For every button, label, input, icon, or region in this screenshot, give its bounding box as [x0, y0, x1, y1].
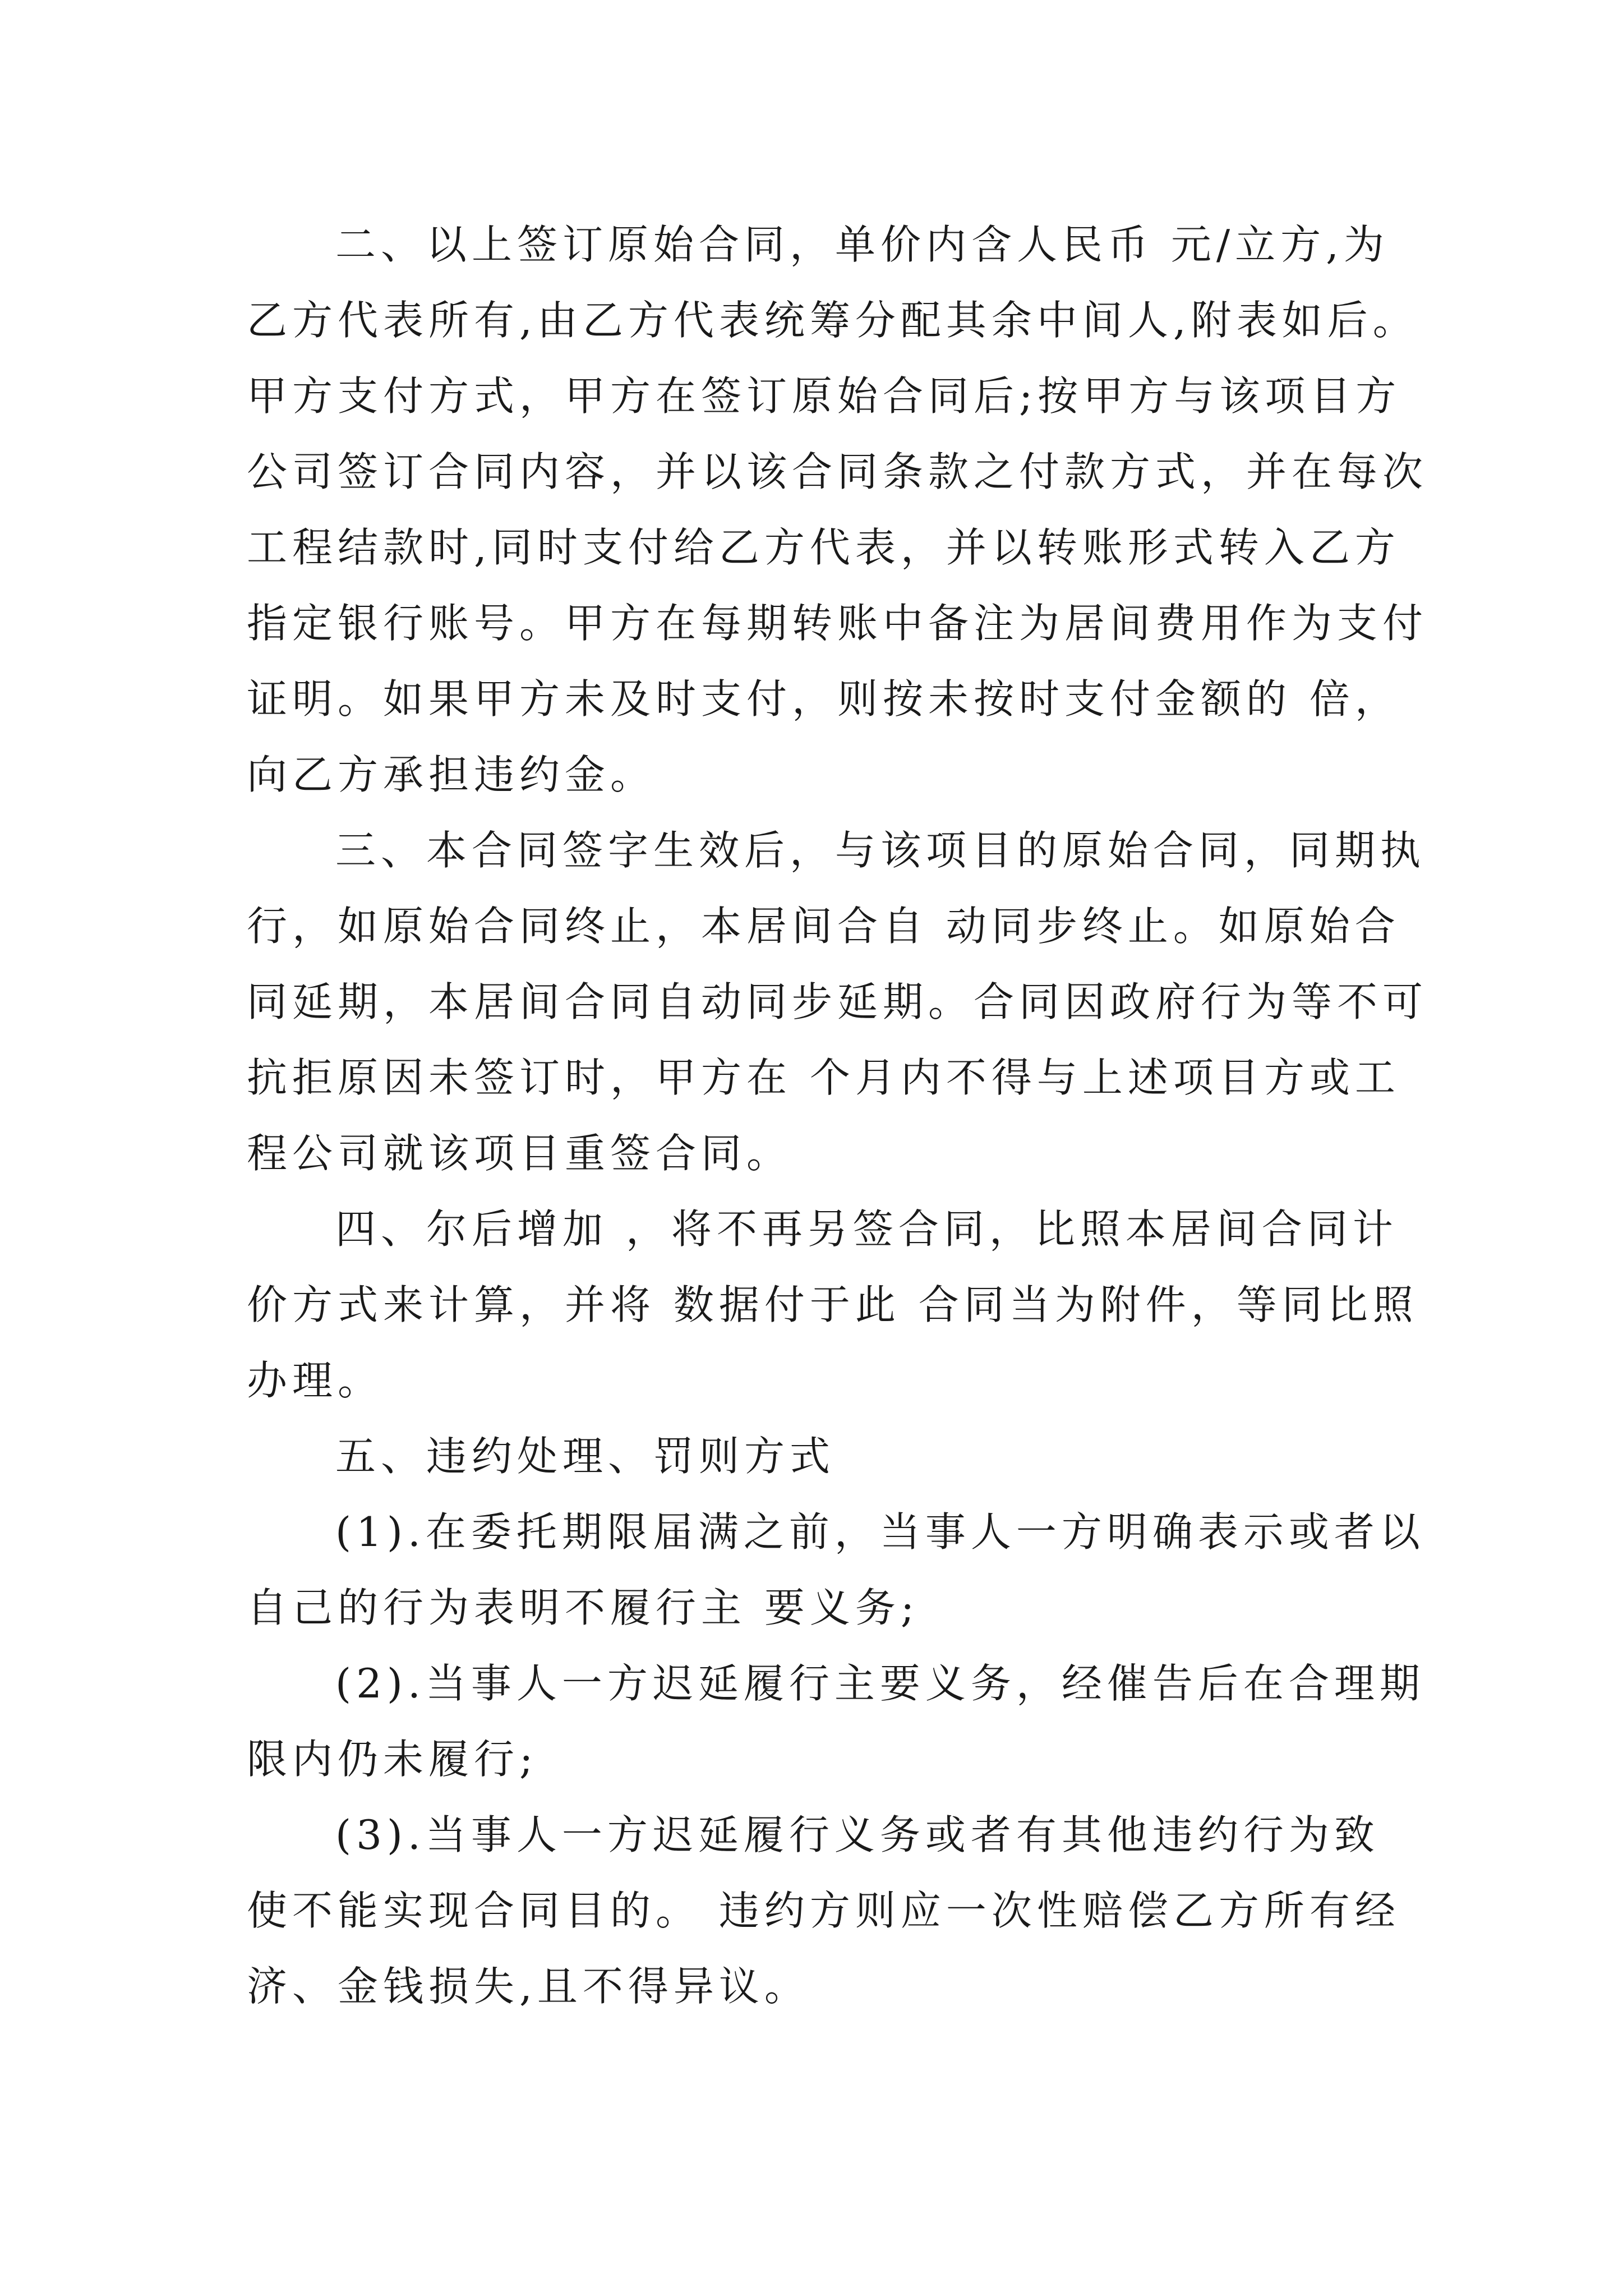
clause-2-line-2: 限内仍未履行;: [247, 1736, 538, 1783]
clause-3-line-3: 济、金钱损失,且不得异议。: [247, 1963, 810, 2010]
paragraph-2-line-8: 向乙方承担违约金。: [247, 751, 656, 798]
paragraph-3-line-3: 同延期，本居间合同自动同步延期。合同因政府行为等不可: [247, 978, 1428, 1025]
paragraph-2-line-4: 公司签订合同内容，并以该合同条款之付款方式，并在每次: [247, 448, 1428, 495]
paragraph-2-line-6: 指定银行账号。甲方在每期转账中备注为居间费用作为支付: [247, 600, 1428, 647]
paragraph-2-line-2: 乙方代表所有,由乙方代表统筹分配其余中间人,附表如后。: [247, 297, 1418, 344]
paragraph-2-line-5: 工程结款时,同时支付给乙方代表，并以转账形式转入乙方: [247, 524, 1400, 571]
clause-3-line-2: 使不能实现合同目的。 违约方则应一次性赔偿乙方所有经: [247, 1887, 1400, 1934]
paragraph-4-line-1: 四、尔后增加 ，将不再另签合同，比照本居间合同计: [335, 1205, 1398, 1253]
clause-3-line-1: (3).当事人一方迟延履行义务或者有其他违约行为致: [335, 1811, 1380, 1858]
paragraph-4-line-2: 价方式来计算，并将 数据付于此 合同当为附件，等同比照: [247, 1281, 1418, 1328]
paragraph-2-line-3: 甲方支付方式，甲方在签订原始合同后;按甲方与该项目方: [247, 372, 1401, 420]
paragraph-3-line-1: 三、本合同签字生效后，与该项目的原始合同，同期执: [335, 827, 1426, 874]
clause-1-line-2: 自己的行为表明不履行主 要义务;: [247, 1584, 920, 1631]
paragraph-3-line-4: 抗拒原因未签订时，甲方在 个月内不得与上述项目方或工: [247, 1054, 1400, 1101]
paragraph-3-line-5: 程公司就该项目重签合同。: [247, 1130, 792, 1177]
paragraph-2-line-7: 证明。如果甲方未及时支付，则按未按时支付金额的 倍，: [247, 675, 1400, 723]
clause-2-line-1: (2).当事人一方迟延履行主要义务，经催告后在合理期: [335, 1660, 1425, 1707]
paragraph-3-line-2: 行，如原始合同终止，本居间合自 动同步终止。如原始合: [247, 903, 1400, 950]
section-5-heading: 五、违约处理、罚则方式: [335, 1433, 836, 1480]
clause-1-line-1: (1).在委托期限届满之前，当事人一方明确表示或者以: [335, 1508, 1425, 1556]
paragraph-2-line-1: 二、以上签订原始合同，单价内含人民币 元/立方,为: [335, 221, 1390, 268]
paragraph-4-line-3: 办理。: [247, 1357, 384, 1404]
